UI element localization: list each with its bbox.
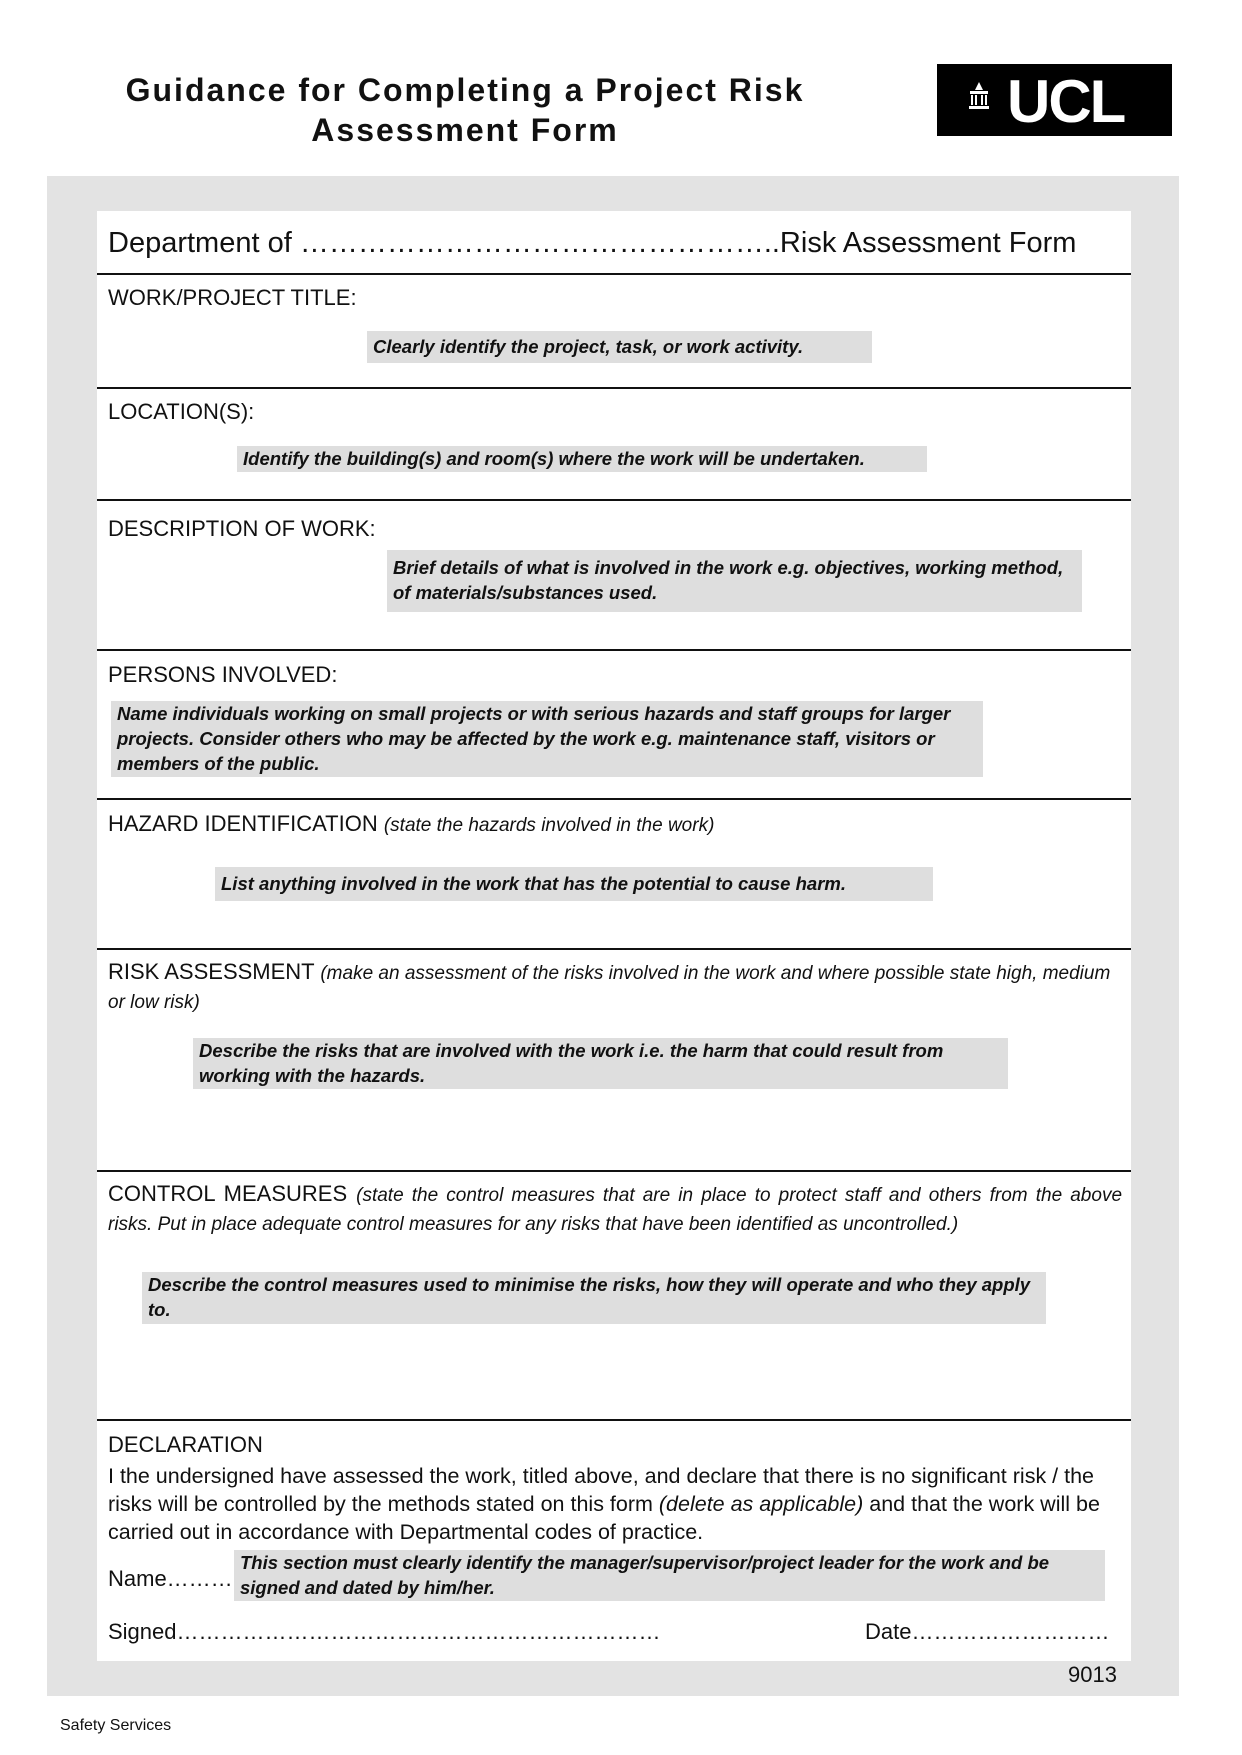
work-title-note: Clearly identify the project, task, or work activity. [367,331,872,363]
description-note: Brief details of what is involved in the work e.g. objectives, working method, of materials/substances used. [387,550,1082,612]
section-control [97,1172,1131,1421]
declaration-label: DECLARATION [108,1432,263,1457]
page-title-line1: Guidance for Completing a Project Risk [125,72,805,108]
control-note: Describe the control measures used to minimise the risks, how they will operate and who they apply to. [142,1272,1046,1324]
section-risk [97,950,1131,1172]
footer-text: Safety Services [60,1717,172,1734]
page-title-line2: Assessment Form [311,112,619,148]
risk-note: Describe the risks that are involved with the work i.e. the harm that could result from working with the hazards. [193,1038,1008,1089]
ucl-logo [937,64,1172,136]
declaration-text-part1: I the undersigned have assessed the work, titled above, and declare that there is no significant risk / the risks will be controlled by the methods stated on this form [108,1464,1094,1516]
control-label-wrap [108,1180,1122,1238]
risk-assessment-form [97,211,1131,1661]
section-hazard [97,800,1131,950]
department-heading: Department of …………………………………………..Risk Assessment Form [108,227,1077,259]
persons-label: PERSONS INVOLVED: [108,662,338,687]
section-location [97,389,1131,501]
name-field-label[interactable]: Name……… [108,1566,233,1591]
hazard-hint: (state the hazards involved in the work) [383,815,715,836]
section-declaration [97,1421,1131,1661]
location-note: Identify the building(s) and room(s) where the work will be undertaken. [237,446,927,472]
risk-hint: (make an assessment of the risks involved in the work and where possible state high, medium or low risk) [108,963,1111,1013]
description-label: DESCRIPTION OF WORK: [108,516,376,541]
persons-note: Name individuals working on small projects or with serious hazards and staff groups for larger projects. Consider others who may be affected by the work e.g. maintenance staff, visitors or members of the public. [111,701,983,777]
date-field-label[interactable]: Date……………………… [865,1619,1110,1644]
control-label: CONTROL MEASURES [108,1181,348,1206]
risk-label: RISK ASSESSMENT [108,959,315,984]
signed-field-label[interactable]: Signed………………………………………………………… [108,1619,661,1644]
department-row [97,211,1131,275]
section-persons [97,651,1131,800]
declaration-text-part2: and that the work will be carried out in accordance with Departmental codes of practice. [108,1492,1100,1544]
section-work-title [97,275,1131,389]
work-title-label: WORK/PROJECT TITLE: [108,285,357,310]
name-note: This section must clearly identify the manager/supervisor/project leader for the work and be signed and dated by him/her. [234,1550,1105,1601]
portico-icon [959,80,999,120]
page-title [100,70,830,150]
hazard-label: HAZARD IDENTIFICATION [108,811,378,836]
hazard-note: List anything involved in the work that has the potential to cause harm. [215,867,933,901]
control-hint: (state the control measures that are in place to protect staff and others from the above risks. Put in place adequate control measures for any risks that have been identified as uncontrolled.) [108,1185,1123,1235]
declaration-text-italic: (delete as applicable) [658,1492,864,1516]
risk-label-wrap [108,958,1122,1016]
section-description [97,501,1131,651]
form-number: 9013 [1068,1662,1117,1687]
declaration-text [108,1462,1122,1546]
hazard-label-wrap [108,810,714,839]
location-label: LOCATION(S): [108,399,255,424]
logo-wordmark: UCL [1007,68,1125,135]
